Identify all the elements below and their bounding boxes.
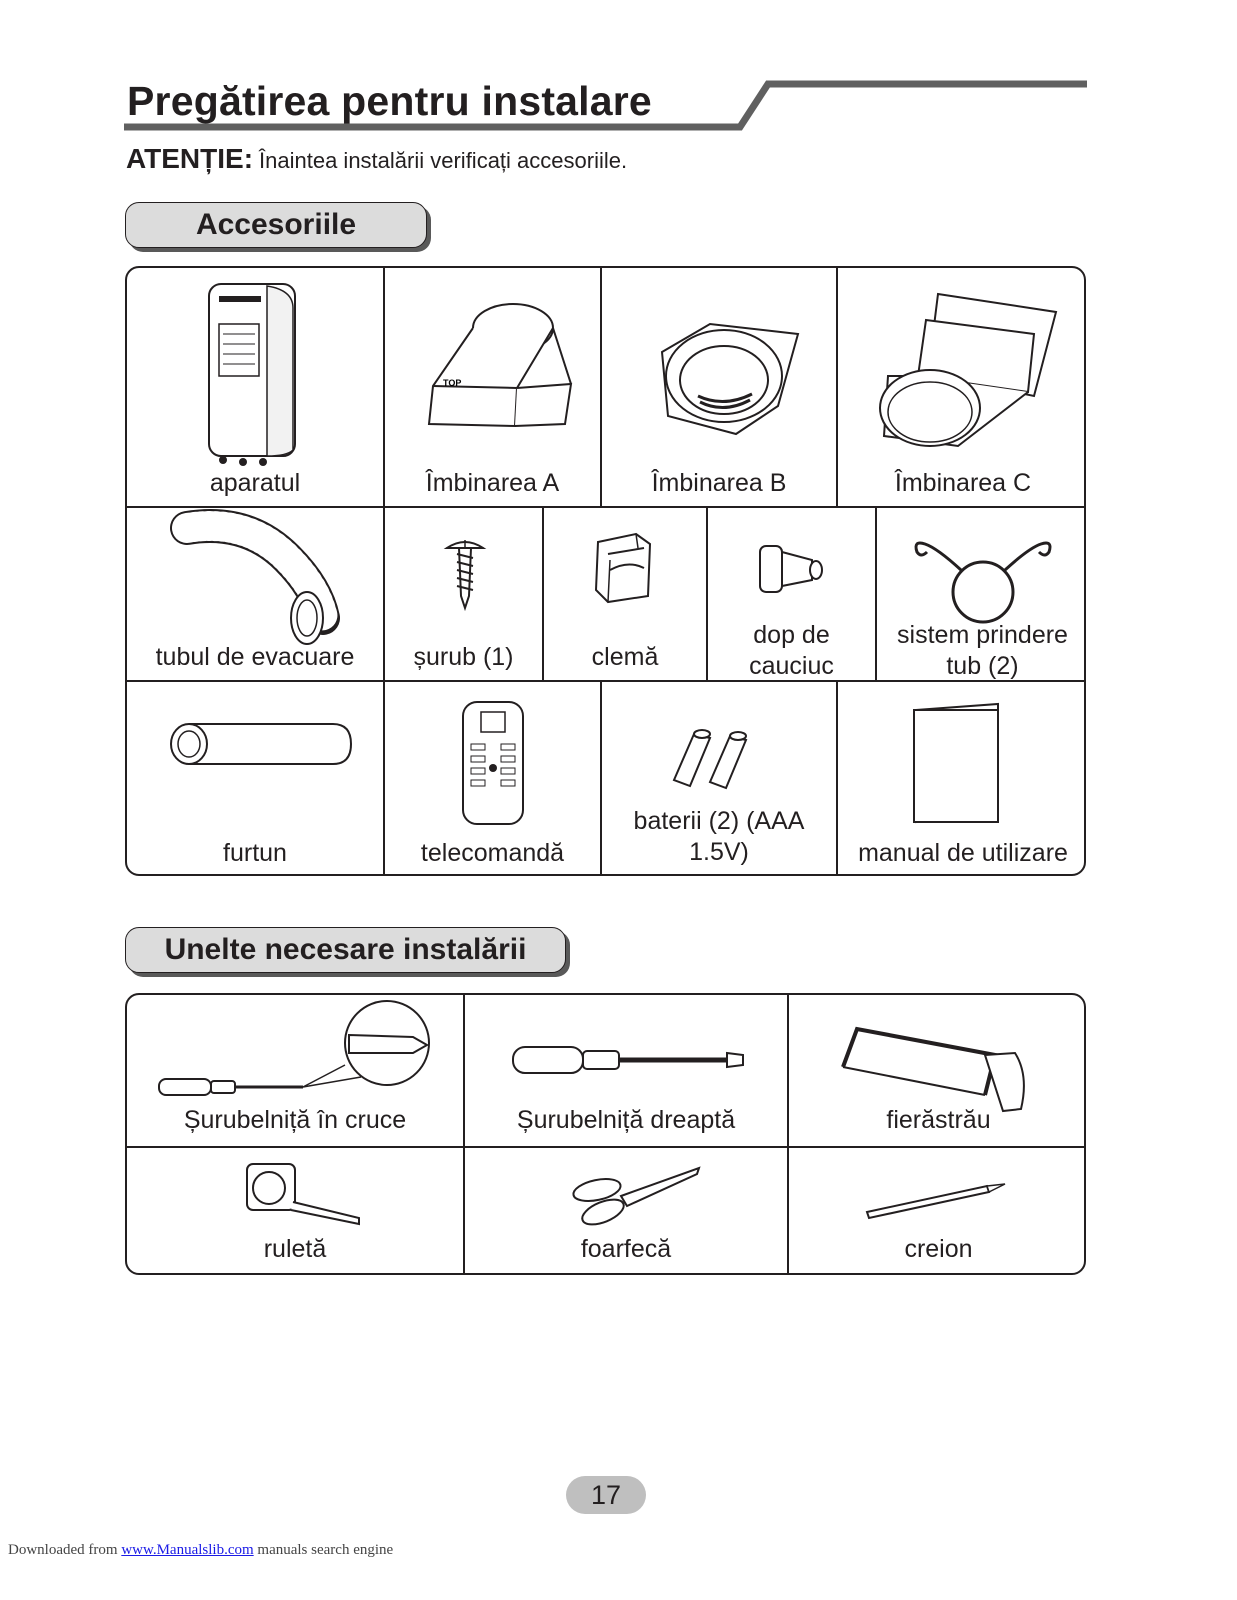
- notice-text: Înaintea instalării verificați accesoriile.: [259, 148, 628, 173]
- accessory-cell-clamp: [544, 508, 708, 682]
- accessory-label: tubul de evacuare: [155, 643, 355, 671]
- section-heading-accessories: Accesoriile: [125, 202, 427, 248]
- tool-label: creion: [904, 1235, 973, 1263]
- notice-label: ATENȚIE:: [126, 143, 254, 174]
- accessory-label: Îmbinarea A: [425, 469, 560, 497]
- accessory-cell-joint-b: [602, 268, 838, 508]
- accessory-cell-drain-hose: [127, 682, 385, 876]
- tool-cell-flat: [465, 995, 789, 1148]
- attention-notice: [126, 143, 627, 175]
- accessory-cell-batteries: [602, 682, 838, 876]
- tool-cell-phillips: [127, 995, 465, 1148]
- download-footer: [8, 1542, 393, 1559]
- accessory-cell-exhaust-hose: [127, 508, 385, 682]
- accessory-label: aparatul: [209, 469, 301, 497]
- tool-label: Șurubelniță dreaptă: [516, 1106, 736, 1134]
- accessory-cell-joint-a: [385, 268, 602, 508]
- tool-label: ruletă: [263, 1235, 327, 1263]
- title-area: [0, 0, 1237, 140]
- accessory-cell-screw: [385, 508, 544, 682]
- section-heading-tools: Unelte necesare instalării: [125, 927, 566, 973]
- tool-cell-tape: [127, 1148, 465, 1275]
- tool-label: Șurubelniță în cruce: [183, 1106, 407, 1134]
- accessory-cell-joint-c: [838, 268, 1086, 508]
- accessory-cell-remote: [385, 682, 602, 876]
- accessory-cell-hose-holder: [877, 508, 1086, 682]
- accessory-label: telecomandă: [420, 839, 565, 867]
- accessory-cell-rubber-plug: [708, 508, 877, 682]
- page-number: 17: [566, 1476, 646, 1514]
- tools-grid: [125, 993, 1086, 1275]
- accessory-label: Îmbinarea B: [651, 469, 787, 497]
- tool-cell-scissors: [465, 1148, 789, 1275]
- accessory-label: clemă: [591, 643, 659, 671]
- tool-cell-pencil: [789, 1148, 1086, 1275]
- accessory-label: Îmbinarea C: [894, 469, 1032, 497]
- accessory-label: sistem prindere tub (2): [897, 621, 1068, 680]
- footer-prefix: Downloaded from: [8, 1542, 118, 1558]
- page-title: Pregătirea pentru instalare: [127, 78, 652, 124]
- accessory-label: baterii (2) (AAA 1.5V): [633, 807, 805, 866]
- tool-cell-hacksaw: [789, 995, 1086, 1148]
- tool-label: fierăstrău: [886, 1106, 991, 1134]
- footer-suffix: manuals search engine: [253, 1542, 394, 1558]
- accessory-label: furtun: [223, 839, 287, 867]
- accessory-cell-manual: [838, 682, 1086, 876]
- accessory-label: șurub (1): [413, 643, 514, 671]
- svg-text:TOP: TOP: [443, 378, 462, 388]
- accessory-label: manual de utilizare: [858, 839, 1068, 867]
- manualslib-link[interactable]: www.Manualslib.com: [121, 1542, 254, 1558]
- accessory-label: dop de cauciuc: [749, 621, 834, 680]
- accessories-grid: [125, 266, 1086, 876]
- accessory-cell-unit: [127, 268, 385, 508]
- tool-label: foarfecă: [580, 1235, 672, 1263]
